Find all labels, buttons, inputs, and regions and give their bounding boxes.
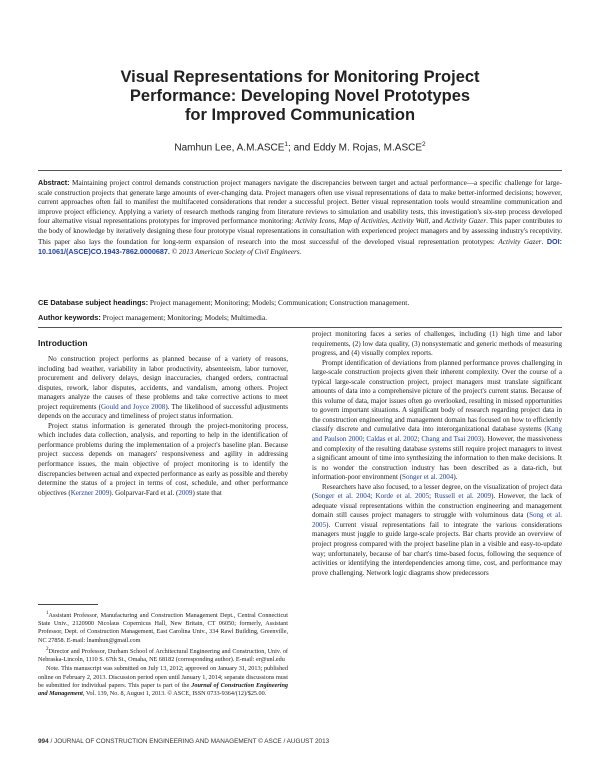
prototype-name: Map of Activities [338,217,388,226]
abstract-text: Maintaining project control demands construction project managers navigate the discrepancies between target and actual performance—a specific challenge for large-scale construction projects that generate large amounts of ever-changing data. Project managers often use visual representations of data to make better-informed decisions; however, current approaches often fail to manifest the multifaceted considerations that render a successful project. Better visual representation tools would streamline communication and improve project efficiency. Applying a variety of research methods ranging from literature reviews to simulation and usability tests, this investigation's six-step process developed four alternative visual representations prototypes for improved performance monitoring: [38,179,562,226]
citation-link[interactable]: Kerzner 2009 [70,488,110,497]
abstract-text: , and [428,217,445,226]
footnote: $^2$Director and Professor, Durham School of Architectural Engineering and Construction, Univ. of Nebraska-Lincoln, 1110 S. 67th St., Omaha, NE 68182 (corresponding author). E-mail: er@unl.edu [38,646,288,664]
footnote: $^1$Assistant Professor, Manufacturing and Construction Management Dept., Central Connecticut State Univ., 2120900 Nicolaus Copernicus Hall, New Britain, CT 06050; formerly, Assistant Professor, Dept. of Construction Management, East Carolina Univ., 334 Rawl Building, Greenville, NC 27858. E-mail: lnamhun@gmail.com [38,611,288,644]
author-1: Namhun Lee, A.M.ASCE [174,142,285,154]
abstract-text: . [541,237,544,246]
title-line: Visual Representations for Monitoring Project [120,68,480,86]
author-1-affil: 1 [284,141,289,148]
paragraph: Researchers have also focused, to a lesser degree, on the visualization of project data (Songer et al. 2004; Korde et al. 2005; Russell et al. 2009). However, the lack of adequate visual representations within the construction engineering and management domain still causes project managers to struggle with voluminous data (Song et al. 2005). Current visual representations fail to integrate the various considerations managers must juggle to guide large-scale projects. Bar charts provide an overview of project progress compared with the project baseline plan in a visible and easy-to-update way; unfortunately, because of bar chart's time-based focus, following the sequence of activities or identifying the interdependencies among time, cost, and performance may prove challenging. Network logic diagrams show predecessors [312,482,562,577]
citation-link[interactable]: Russell et al. 2009 [434,492,492,501]
abstract-text: , [334,217,339,226]
author-2-affil: 2 [422,141,426,148]
abstract-label: Abstract: [38,178,70,187]
title-line: Performance: Developing Novel Prototypes [129,87,471,105]
paragraph: No construction project performs as planned because of a variety of reasons, including bad weather, variability in labor productivity, absenteeism, labor turnover, procurement and delivery delays, design inaccuracies, changed orders, contractual disputes, rework, labor disputes, accidents, and vandalism, among others. Project managers analyze the causes of these problems and take corrective actions to meet project requirements (Gould and Joyce 2008). The likelihood of successful adjustments depends on the accuracy and timeliness of project status information. [38,355,288,421]
page-footer [38,738,329,745]
paragraph: Project status information is generated through the project-monitoring process, which includes data collection, analysis, and reporting to help in the identification of performance problems during the implementation of a project's baseline plan. Because project success depends on managers' responsiveness and agility in addressing performance issues, the main objective of project monitoring is to identify the discrepancies between actual and expected performance as early as possible and thereby determine the status of a project in terms of cost, schedule, and other performance objectives (Kerzner 2009). Golparvar-Fard et al. (2009) state that [38,421,288,497]
section-heading: Introduction [38,338,88,348]
citation-link[interactable]: Song et al. 2005 [312,511,562,529]
prototype-name: Activity Gazer [444,217,487,226]
author-line [60,141,540,153]
paragraph: project monitoring faces a series of challenges, including (1) high time and labor requirements, (2) low data quality, (3) nonsystematic and generic methods of measuring progress, and (4) visually complex reports. [312,330,562,358]
citation-link[interactable]: Songer et al. 2004 [402,473,454,482]
paper-title [60,68,540,125]
prototype-name: Activity Icons [295,217,335,226]
abstract [38,178,562,258]
footnote-rule [38,604,98,605]
prototype-name: Activity Gazer [498,237,542,246]
abstract-text: . This paper contributes to the body of knowledge by iteratively designing these four prototype visual representations in consultation with experienced project managers and by assessing industry's receptivity. This paper also lays the foundation for long-term expansion of research into the most successful of the developed visual representation prototypes: [38,217,562,246]
citation-link[interactable]: Chang and Tsai 2003 [421,435,482,444]
keywords-label: Author keywords: [38,313,101,322]
keywords-value: Project management; Monitoring; Models; Multimedia. [100,313,268,322]
left-column [38,355,288,498]
divider [38,170,562,171]
citation-link[interactable]: Songer et al. 2004 [314,492,371,501]
author-keywords [38,313,562,323]
prototype-name: Activity Wall [391,217,429,226]
author-2: Eddy M. Rojas, M.ASCE [313,142,422,154]
citation-link[interactable]: Caldas et al. 2002 [366,435,418,444]
ce-headings [38,298,562,308]
page-number: 994 [38,738,49,745]
footnotes [38,610,288,699]
doi-link[interactable]: DOI: 10.1061/(ASCE)CO.1943-7862.0000687. [38,236,562,257]
paragraph: Prompt identification of deviations from planned performance proves challenging in large-scale construction projects given their inherent complexity. Over the course of a typical large-scale construction project, project managers must translate significant amounts of data into a comprehensive picture of the project's current status. Because of this volume of data, major issues often go overlooked, resulting in missed opportunities to govern important situations. A significant body of research regarding project data in the construction engineering and management domain has focused on how to efficiently classify discrete and cumulative data into interorganizational database systems (Kang and Paulson 2000; Caldas et al. 2002; Chang and Tsai 2003). However, the massiveness and complexity of the resulting database systems still require project managers to invest a significant amount of time into synthesizing the information to then make decisions. It is no wonder the construction industry has been described as a data-rich, but information-poor environment (Songer et al. 2004). [312,358,562,482]
ce-headings-value: Project management; Monitoring; Models; Communication; Construction management. [148,298,410,307]
abstract-text: , [387,217,392,226]
author-sep: ; and [288,142,314,154]
copyright: © 2013 American Society of Civil Engineers. [169,248,302,257]
divider [38,327,562,328]
citation-link[interactable]: Kang and Paulson 2000 [312,425,562,444]
title-line: for Improved Communication [184,106,416,124]
citation-link[interactable]: Korde et al. 2005 [375,492,430,501]
citation-link[interactable]: 2009 [178,488,193,497]
citation-link[interactable]: Gould and Joyce 2008 [100,402,166,411]
journal-footer: / JOURNAL OF CONSTRUCTION ENGINEERING AND MANAGEMENT © ASCE / AUGUST 2013 [48,738,330,745]
submission-note: Note. This manuscript was submitted on July 13, 2012; approved on January 31, 2013; published online on February 2, 2013. Discussion period open until January 1, 2014; separate discussions must be submitted for individual papers. This paper is part of the Journal of Construction Engineering and Management, Vol. 139, No. 8, August 1, 2013. © ASCE, ISSN 0733-9364/(12)/$25.00. [38,665,289,697]
right-column [312,330,562,578]
ce-headings-label: CE Database subject headings: [38,298,149,307]
